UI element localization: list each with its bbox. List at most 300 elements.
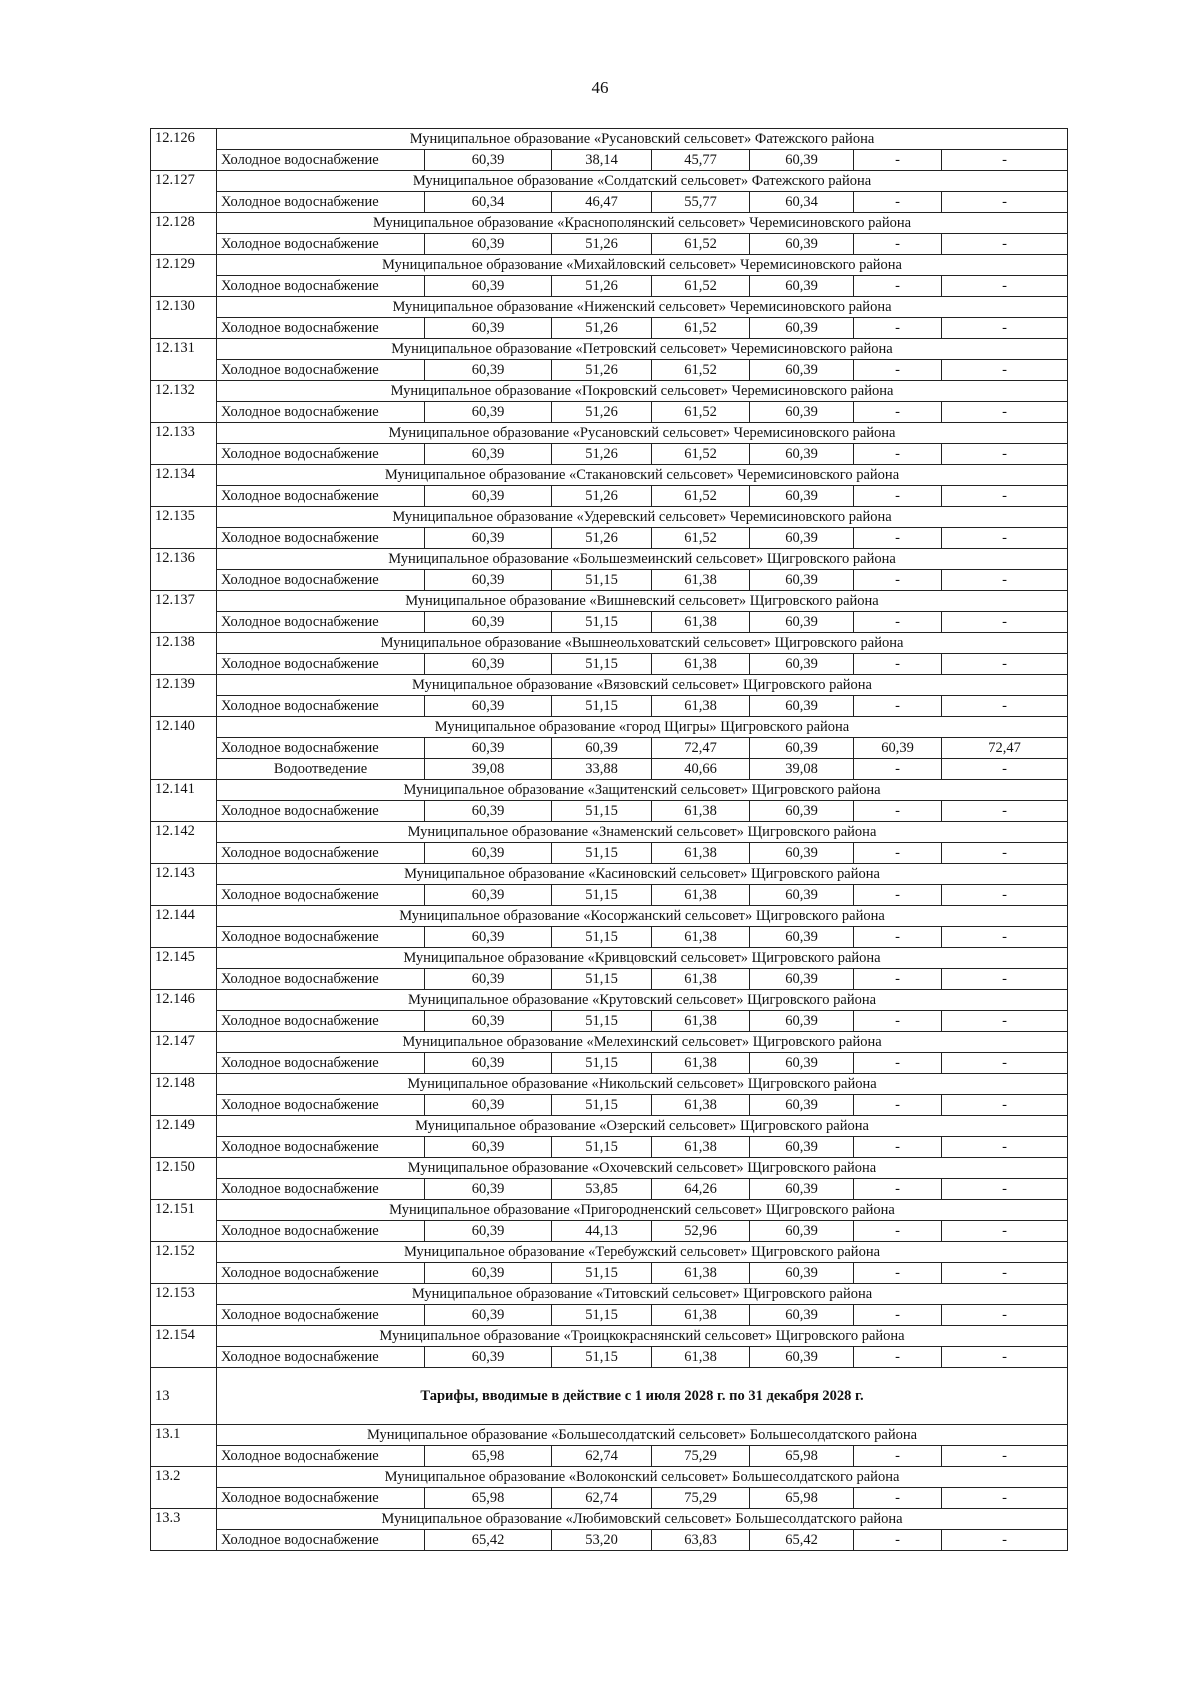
tariff-value: 51,26 — [552, 444, 652, 465]
page-number: 46 — [591, 78, 609, 97]
row-number: 12.151 — [151, 1200, 217, 1242]
tariff-value: 60,39 — [425, 276, 552, 297]
service-name: Холодное водоснабжение — [217, 486, 425, 507]
tariff-value: 60,39 — [750, 486, 854, 507]
municipality-title: Муниципальное образование «Знаменский сельсовет» Щигровского района — [217, 822, 1068, 843]
table-row — [151, 1488, 1068, 1509]
row-number: 12.137 — [151, 591, 217, 633]
tariff-value: 65,98 — [750, 1446, 854, 1467]
tariff-value: - — [942, 486, 1068, 507]
municipality-title: Муниципальное образование «Титовский сельсовет» Щигровского района — [217, 1284, 1068, 1305]
tariff-value: 60,39 — [425, 1221, 552, 1242]
table-row — [151, 1263, 1068, 1284]
municipality-title: Муниципальное образование «Большезмеинский сельсовет» Щигровского района — [217, 549, 1068, 570]
tariff-value: 60,39 — [425, 402, 552, 423]
service-name: Холодное водоснабжение — [217, 612, 425, 633]
group-title-row — [151, 423, 1068, 444]
tariff-value: 60,34 — [750, 192, 854, 213]
tariff-value: - — [942, 1263, 1068, 1284]
tariff-value: - — [942, 318, 1068, 339]
tariff-value: 61,38 — [652, 843, 750, 864]
municipality-title: Муниципальное образование «Теребужский сельсовет» Щигровского района — [217, 1242, 1068, 1263]
tariff-value: - — [942, 696, 1068, 717]
tariff-value: 60,39 — [750, 1305, 854, 1326]
municipality-title: Муниципальное образование «Мелехинский сельсовет» Щигровского района — [217, 1032, 1068, 1053]
tariff-value: 61,38 — [652, 1305, 750, 1326]
municipality-title: Муниципальное образование «Крутовский сельсовет» Щигровского района — [217, 990, 1068, 1011]
group-title-row — [151, 591, 1068, 612]
tariff-value: 60,39 — [425, 360, 552, 381]
municipality-title: Муниципальное образование «Удеревский сельсовет» Черемисиновского района — [217, 507, 1068, 528]
tariff-value: - — [854, 1179, 942, 1200]
tariff-value: 64,26 — [652, 1179, 750, 1200]
service-name: Холодное водоснабжение — [217, 1137, 425, 1158]
service-name: Холодное водоснабжение — [217, 1305, 425, 1326]
table-row — [151, 885, 1068, 906]
municipality-title: Муниципальное образование «Петровский сельсовет» Черемисиновского района — [217, 339, 1068, 360]
tariff-value: 60,39 — [750, 276, 854, 297]
tariff-value: - — [854, 528, 942, 549]
service-name: Холодное водоснабжение — [217, 570, 425, 591]
tariff-value: 60,39 — [425, 969, 552, 990]
municipality-title: Муниципальное образование «Краснополянский сельсовет» Черемисиновского района — [217, 213, 1068, 234]
tariff-value: 60,39 — [425, 486, 552, 507]
tariff-value: 60,39 — [425, 1011, 552, 1032]
tariff-value: 39,08 — [750, 759, 854, 780]
tariff-value: 60,39 — [750, 1179, 854, 1200]
tariff-value: 61,38 — [652, 654, 750, 675]
service-name: Холодное водоснабжение — [217, 969, 425, 990]
table-row — [151, 801, 1068, 822]
group-title-row — [151, 1509, 1068, 1530]
tariff-value: 61,38 — [652, 969, 750, 990]
group-title-row — [151, 675, 1068, 696]
tariff-value: 61,38 — [652, 696, 750, 717]
municipality-title: Муниципальное образование «Большесолдатский сельсовет» Большесолдатского района — [217, 1425, 1068, 1446]
tariff-value: - — [854, 234, 942, 255]
tariff-value: 51,26 — [552, 486, 652, 507]
table-row — [151, 318, 1068, 339]
tariff-value: 61,38 — [652, 927, 750, 948]
service-name: Холодное водоснабжение — [217, 1221, 425, 1242]
table-row — [151, 759, 1068, 780]
group-title-row — [151, 1158, 1068, 1179]
table-row — [151, 1446, 1068, 1467]
row-number: 12.147 — [151, 1032, 217, 1074]
tariff-value: 61,38 — [652, 1137, 750, 1158]
tariff-value: 60,39 — [750, 927, 854, 948]
tariff-value: - — [942, 1446, 1068, 1467]
tariff-value: - — [942, 1179, 1068, 1200]
tariff-value: 61,38 — [652, 1263, 750, 1284]
table-row — [151, 402, 1068, 423]
group-title-row — [151, 255, 1068, 276]
table-row — [151, 843, 1068, 864]
tariff-value: - — [942, 234, 1068, 255]
tariff-value: 75,29 — [652, 1488, 750, 1509]
tariff-value: 72,47 — [942, 738, 1068, 759]
group-title-row — [151, 1116, 1068, 1137]
row-number: 12.150 — [151, 1158, 217, 1200]
tariff-value: 60,39 — [750, 696, 854, 717]
tariff-value: 60,39 — [750, 1137, 854, 1158]
tariff-value: - — [854, 360, 942, 381]
group-title-row — [151, 1074, 1068, 1095]
tariff-value: - — [942, 150, 1068, 171]
table-row — [151, 969, 1068, 990]
tariff-value: - — [854, 612, 942, 633]
tariff-value: 61,52 — [652, 234, 750, 255]
group-title-row — [151, 906, 1068, 927]
tariff-value: 61,52 — [652, 444, 750, 465]
municipality-title: Муниципальное образование «Вышнеольховатский сельсовет» Щигровского района — [217, 633, 1068, 654]
tariff-value: 61,52 — [652, 528, 750, 549]
tariff-value: - — [854, 192, 942, 213]
service-name: Холодное водоснабжение — [217, 1347, 425, 1368]
tariff-value: - — [942, 654, 1068, 675]
service-name: Холодное водоснабжение — [217, 150, 425, 171]
tariff-value: 55,77 — [652, 192, 750, 213]
tariff-value: - — [854, 1137, 942, 1158]
group-title-row — [151, 339, 1068, 360]
municipality-title: Муниципальное образование «Волоконский сельсовет» Большесолдатского района — [217, 1467, 1068, 1488]
tariff-value: 61,38 — [652, 1011, 750, 1032]
tariff-value: 60,39 — [750, 1053, 854, 1074]
tariff-value: 60,39 — [425, 1347, 552, 1368]
tariff-value: 60,39 — [750, 360, 854, 381]
group-title-row — [151, 1326, 1068, 1347]
tariff-value: - — [942, 1053, 1068, 1074]
municipality-title: Муниципальное образование «Охочевский сельсовет» Щигровского района — [217, 1158, 1068, 1179]
tariff-value: - — [854, 1221, 942, 1242]
service-name: Холодное водоснабжение — [217, 1053, 425, 1074]
table-row — [151, 528, 1068, 549]
tariff-value: 60,39 — [425, 570, 552, 591]
section-header-row — [151, 1368, 1068, 1425]
tariff-value: - — [942, 1137, 1068, 1158]
municipality-title: Муниципальное образование «Михайловский сельсовет» Черемисиновского района — [217, 255, 1068, 276]
tariff-value: 60,39 — [750, 843, 854, 864]
tariff-value: - — [942, 759, 1068, 780]
tariff-value: 60,39 — [750, 801, 854, 822]
group-title-row — [151, 549, 1068, 570]
group-title-row — [151, 633, 1068, 654]
tariff-value: 60,39 — [425, 234, 552, 255]
tariff-value: 51,26 — [552, 276, 652, 297]
tariff-value: 60,39 — [425, 1095, 552, 1116]
table-row — [151, 444, 1068, 465]
section-title: Тарифы, вводимые в действие с 1 июля 2028 г. по 31 декабря 2028 г. — [217, 1368, 1068, 1425]
table-row — [151, 150, 1068, 171]
service-name: Холодное водоснабжение — [217, 528, 425, 549]
row-number: 12.149 — [151, 1116, 217, 1158]
table-row — [151, 738, 1068, 759]
tariff-value: - — [854, 696, 942, 717]
tariff-value: - — [942, 612, 1068, 633]
municipality-title: Муниципальное образование «Озерский сельсовет» Щигровского района — [217, 1116, 1068, 1137]
tariff-value: 44,13 — [552, 1221, 652, 1242]
tariff-value: 61,52 — [652, 360, 750, 381]
row-number: 13.2 — [151, 1467, 217, 1509]
tariff-value: 60,39 — [750, 1263, 854, 1284]
tariff-value: 51,15 — [552, 570, 652, 591]
service-name: Холодное водоснабжение — [217, 696, 425, 717]
tariff-value: 51,26 — [552, 360, 652, 381]
group-title-row — [151, 1467, 1068, 1488]
service-name: Холодное водоснабжение — [217, 801, 425, 822]
tariff-table-body — [151, 129, 1068, 1551]
municipality-title: Муниципальное образование «Солдатский сельсовет» Фатежского района — [217, 171, 1068, 192]
tariff-value: - — [854, 1263, 942, 1284]
tariff-table — [150, 128, 1068, 1551]
municipality-title: Муниципальное образование «Кривцовский сельсовет» Щигровского района — [217, 948, 1068, 969]
tariff-value: 63,83 — [652, 1530, 750, 1551]
tariff-value: 51,15 — [552, 1347, 652, 1368]
tariff-value: 60,39 — [750, 1011, 854, 1032]
tariff-value: 60,39 — [750, 612, 854, 633]
group-title-row — [151, 507, 1068, 528]
tariff-value: 60,39 — [750, 318, 854, 339]
tariff-value: 51,26 — [552, 234, 652, 255]
tariff-value: - — [942, 843, 1068, 864]
tariff-value: - — [942, 192, 1068, 213]
tariff-value: - — [854, 402, 942, 423]
group-title-row — [151, 1425, 1068, 1446]
municipality-title: Муниципальное образование «Русановский сельсовет» Черемисиновского района — [217, 423, 1068, 444]
tariff-value: 62,74 — [552, 1446, 652, 1467]
tariff-value: 39,08 — [425, 759, 552, 780]
tariff-value: 51,15 — [552, 654, 652, 675]
table-row — [151, 696, 1068, 717]
tariff-value: 51,15 — [552, 801, 652, 822]
tariff-value: 60,39 — [750, 885, 854, 906]
tariff-value: 60,39 — [425, 528, 552, 549]
tariff-value: 51,26 — [552, 528, 652, 549]
tariff-value: 51,15 — [552, 1095, 652, 1116]
tariff-value: - — [942, 969, 1068, 990]
service-name: Холодное водоснабжение — [217, 1011, 425, 1032]
row-number: 12.142 — [151, 822, 217, 864]
table-row — [151, 1053, 1068, 1074]
tariff-value: 60,34 — [425, 192, 552, 213]
tariff-value: 60,39 — [750, 738, 854, 759]
municipality-title: Муниципальное образование «Касиновский сельсовет» Щигровского района — [217, 864, 1068, 885]
table-row — [151, 927, 1068, 948]
tariff-value: 51,15 — [552, 696, 652, 717]
row-number: 12.134 — [151, 465, 217, 507]
tariff-value: 51,15 — [552, 1011, 652, 1032]
tariff-value: 60,39 — [750, 1221, 854, 1242]
row-number: 12.127 — [151, 171, 217, 213]
table-row — [151, 234, 1068, 255]
tariff-value: 51,15 — [552, 1263, 652, 1284]
row-number: 12.135 — [151, 507, 217, 549]
tariff-value: - — [942, 1347, 1068, 1368]
service-name: Холодное водоснабжение — [217, 1179, 425, 1200]
group-title-row — [151, 1284, 1068, 1305]
group-title-row — [151, 213, 1068, 234]
row-number: 12.128 — [151, 213, 217, 255]
tariff-value: 65,98 — [425, 1446, 552, 1467]
tariff-value: 61,52 — [652, 486, 750, 507]
table-row — [151, 360, 1068, 381]
tariff-value: 60,39 — [750, 444, 854, 465]
row-number: 12.148 — [151, 1074, 217, 1116]
tariff-value: 60,39 — [425, 801, 552, 822]
tariff-value: 61,38 — [652, 1347, 750, 1368]
tariff-value: 40,66 — [652, 759, 750, 780]
tariff-value: - — [942, 1095, 1068, 1116]
tariff-value: 61,38 — [652, 885, 750, 906]
municipality-title: Муниципальное образование «Ниженский сельсовет» Черемисиновского района — [217, 297, 1068, 318]
municipality-title: Муниципальное образование «Пригородненский сельсовет» Щигровского района — [217, 1200, 1068, 1221]
municipality-title: Муниципальное образование «Любимовский сельсовет» Большесолдатского района — [217, 1509, 1068, 1530]
row-number: 13.1 — [151, 1425, 217, 1467]
tariff-value: - — [942, 1530, 1068, 1551]
service-name: Холодное водоснабжение — [217, 1488, 425, 1509]
service-name: Холодное водоснабжение — [217, 1530, 425, 1551]
service-name: Холодное водоснабжение — [217, 738, 425, 759]
tariff-value: 51,26 — [552, 402, 652, 423]
tariff-value: 61,52 — [652, 402, 750, 423]
row-number: 12.145 — [151, 948, 217, 990]
row-number: 12.146 — [151, 990, 217, 1032]
group-title-row — [151, 171, 1068, 192]
tariff-value: 60,39 — [425, 318, 552, 339]
section-number: 13 — [151, 1368, 217, 1425]
municipality-title: Муниципальное образование «Покровский сельсовет» Черемисиновского района — [217, 381, 1068, 402]
tariff-value: - — [942, 570, 1068, 591]
municipality-title: Муниципальное образование «Вязовский сельсовет» Щигровского района — [217, 675, 1068, 696]
service-name: Холодное водоснабжение — [217, 276, 425, 297]
tariff-value: 52,96 — [652, 1221, 750, 1242]
tariff-value: 62,74 — [552, 1488, 652, 1509]
municipality-title: Муниципальное образование «Стакановский сельсовет» Черемисиновского района — [217, 465, 1068, 486]
tariff-value: 33,88 — [552, 759, 652, 780]
row-number: 12.144 — [151, 906, 217, 948]
service-name: Холодное водоснабжение — [217, 318, 425, 339]
table-row — [151, 192, 1068, 213]
tariff-value: 45,77 — [652, 150, 750, 171]
tariff-value: 65,98 — [425, 1488, 552, 1509]
service-name: Холодное водоснабжение — [217, 360, 425, 381]
tariff-value: - — [854, 1530, 942, 1551]
tariff-value: - — [942, 528, 1068, 549]
table-row — [151, 1221, 1068, 1242]
tariff-value: 60,39 — [750, 654, 854, 675]
row-number: 12.143 — [151, 864, 217, 906]
tariff-value: 60,39 — [425, 738, 552, 759]
tariff-value: 60,39 — [750, 1347, 854, 1368]
tariff-value: 65,98 — [750, 1488, 854, 1509]
table-row — [151, 570, 1068, 591]
group-title-row — [151, 822, 1068, 843]
tariff-value: 61,38 — [652, 612, 750, 633]
tariff-value: 60,39 — [425, 150, 552, 171]
tariff-value: 61,38 — [652, 1095, 750, 1116]
tariff-value: - — [854, 1011, 942, 1032]
group-title-row — [151, 1032, 1068, 1053]
tariff-value: - — [854, 444, 942, 465]
tariff-value: - — [854, 1347, 942, 1368]
group-title-row — [151, 465, 1068, 486]
tariff-value: 72,47 — [652, 738, 750, 759]
tariff-value: - — [854, 150, 942, 171]
tariff-value: 60,39 — [425, 1305, 552, 1326]
tariff-value: 60,39 — [425, 1053, 552, 1074]
tariff-value: 60,39 — [750, 969, 854, 990]
tariff-value: - — [854, 276, 942, 297]
tariff-value: - — [854, 318, 942, 339]
tariff-value: 60,39 — [425, 885, 552, 906]
group-title-row — [151, 864, 1068, 885]
tariff-value: 60,39 — [750, 234, 854, 255]
tariff-value: 60,39 — [552, 738, 652, 759]
service-name: Холодное водоснабжение — [217, 444, 425, 465]
tariff-value: - — [854, 1446, 942, 1467]
tariff-value: 75,29 — [652, 1446, 750, 1467]
tariff-value: 53,20 — [552, 1530, 652, 1551]
tariff-value: 60,39 — [854, 738, 942, 759]
tariff-value: 51,26 — [552, 318, 652, 339]
tariff-value: - — [942, 402, 1068, 423]
tariff-value: 60,39 — [425, 444, 552, 465]
table-row — [151, 276, 1068, 297]
tariff-value: - — [854, 759, 942, 780]
table-row — [151, 1347, 1068, 1368]
table-row — [151, 654, 1068, 675]
tariff-value: 60,39 — [750, 402, 854, 423]
tariff-value: 51,15 — [552, 843, 652, 864]
tariff-value: - — [854, 969, 942, 990]
group-title-row — [151, 717, 1068, 738]
row-number: 12.154 — [151, 1326, 217, 1368]
tariff-value: 60,39 — [425, 612, 552, 633]
service-name: Холодное водоснабжение — [217, 1263, 425, 1284]
tariff-value: 46,47 — [552, 192, 652, 213]
tariff-value: - — [942, 801, 1068, 822]
tariff-value: - — [942, 444, 1068, 465]
tariff-value: - — [854, 885, 942, 906]
table-row — [151, 486, 1068, 507]
tariff-value: - — [942, 885, 1068, 906]
tariff-value: 51,15 — [552, 1305, 652, 1326]
row-number: 12.132 — [151, 381, 217, 423]
row-number: 12.130 — [151, 297, 217, 339]
row-number: 13.3 — [151, 1509, 217, 1551]
tariff-value: - — [854, 1305, 942, 1326]
row-number: 12.126 — [151, 129, 217, 171]
municipality-title: Муниципальное образование «Вишневский сельсовет» Щигровского района — [217, 591, 1068, 612]
tariff-value: 51,15 — [552, 885, 652, 906]
tariff-value: - — [854, 843, 942, 864]
group-title-row — [151, 990, 1068, 1011]
tariff-value: 60,39 — [750, 528, 854, 549]
row-number: 12.129 — [151, 255, 217, 297]
tariff-value: 60,39 — [425, 1179, 552, 1200]
table-row — [151, 1179, 1068, 1200]
service-name: Водоотведение — [217, 759, 425, 780]
group-title-row — [151, 129, 1068, 150]
tariff-value: 60,39 — [425, 843, 552, 864]
row-number: 12.136 — [151, 549, 217, 591]
tariff-value: - — [942, 276, 1068, 297]
group-title-row — [151, 1242, 1068, 1263]
row-number: 12.131 — [151, 339, 217, 381]
tariff-value: - — [854, 1053, 942, 1074]
row-number: 12.138 — [151, 633, 217, 675]
service-name: Холодное водоснабжение — [217, 843, 425, 864]
